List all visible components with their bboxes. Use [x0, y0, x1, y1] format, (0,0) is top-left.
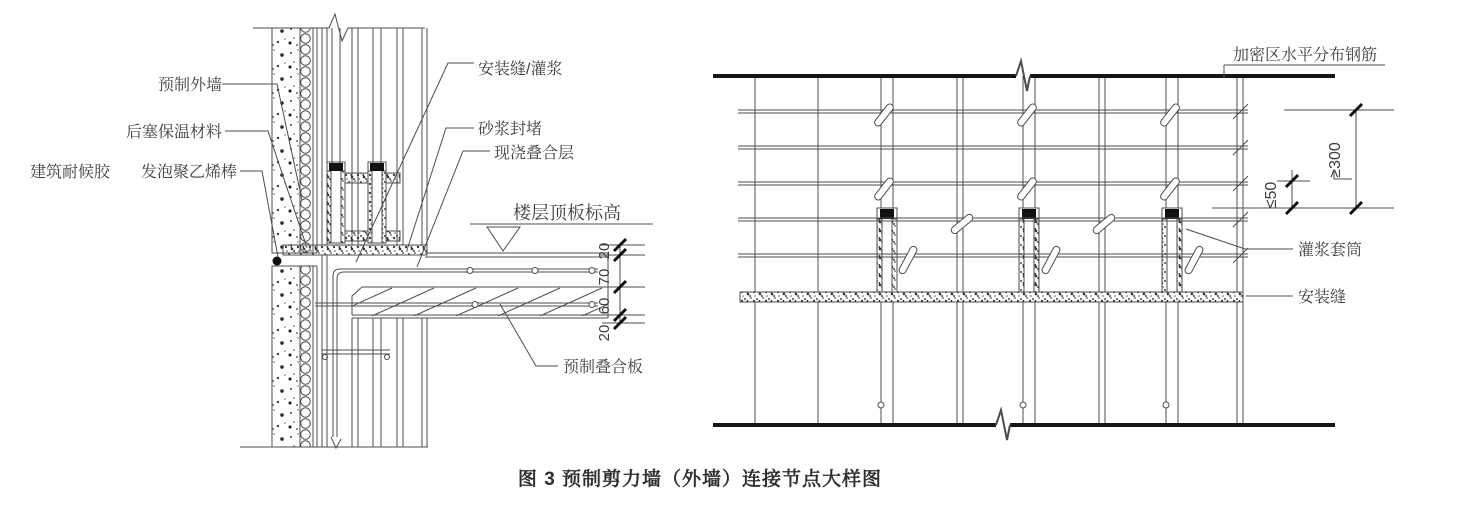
bar-coupler [1020, 402, 1026, 408]
leader-grout-sleeve [1186, 229, 1293, 249]
installation-joint-band [740, 292, 1243, 302]
bar-coupler [878, 402, 884, 408]
leader-mortar-seal [407, 128, 474, 250]
dim-60: 60 [596, 297, 613, 315]
facade-concrete-upper [272, 28, 300, 253]
leader-precast-slab [500, 304, 558, 366]
label-sealant: 建筑耐候胶 [30, 164, 111, 181]
mortar-band [345, 231, 368, 241]
stirrup-section [472, 302, 478, 308]
slab-rebar [315, 303, 598, 306]
label-floor-elevation: 楼层顶板标高 [513, 203, 621, 223]
label-joint-grout: 安装缝/灌浆 [478, 61, 563, 78]
grout-sleeve-left-1 [327, 162, 345, 243]
stirrup-section [589, 302, 595, 308]
upper-wall-verticals [322, 28, 427, 245]
dim-le-50: ≤50 [1263, 181, 1280, 209]
lower-wall-verticals [322, 255, 427, 447]
label-mortar-seal: 砂浆封堵 [478, 121, 543, 138]
figure-caption: 图 3 预制剪力墙（外墙）连接节点大样图 [517, 469, 883, 490]
leader-cast-layer [417, 151, 490, 267]
lower-verticals [755, 302, 1243, 425]
label-grout-sleeve: 灌浆套筒 [1298, 242, 1363, 259]
stirrup-section [532, 268, 538, 274]
mortar-band [345, 173, 368, 183]
cast-layer-rebar [331, 269, 598, 448]
elevation-triangle [487, 227, 520, 251]
dim-70: 70 [596, 268, 613, 286]
label-install-joint: 安装缝 [1298, 289, 1347, 306]
left-section-detail [222, 14, 653, 448]
upper-sleeve-bars [332, 28, 381, 163]
bar-end [385, 355, 390, 360]
bar-coupler [1163, 402, 1169, 408]
label-cast-layer: 现浇叠合层 [494, 145, 575, 162]
rebar-end-ticks [1233, 104, 1248, 263]
dim-20-bottom: 20 [596, 324, 613, 342]
label-top-rebar: 加密区水平分布钢筋 [1233, 47, 1378, 64]
label-insulation: 后塞保温材料 [125, 124, 222, 141]
lower-panel-bar [322, 350, 390, 354]
stirrup-section [467, 268, 473, 274]
mortar-band [386, 231, 400, 241]
facade-concrete-lower [272, 266, 300, 447]
stirrup-section [589, 268, 595, 274]
dim-20-top: 20 [596, 242, 613, 260]
cast-layer-outline [425, 253, 608, 318]
label-precast-wall: 预制外墙 [157, 77, 222, 94]
weather-sealant-dot [273, 257, 282, 266]
horizontal-joint-band [283, 245, 427, 255]
insulation-layer-lower [300, 266, 313, 447]
dim-ge-300: ≥300 [1327, 142, 1344, 178]
right-dimensions [1212, 104, 1394, 214]
label-precast-slab: 预制叠合板 [563, 359, 644, 376]
bottom-break-symbol [996, 410, 1010, 440]
right-detail-labels [1233, 46, 1377, 306]
right-elevation-detail [713, 61, 1394, 440]
insulation-layer-upper [300, 28, 313, 253]
label-pe-rod: 发泡聚乙烯棒 [140, 164, 237, 181]
